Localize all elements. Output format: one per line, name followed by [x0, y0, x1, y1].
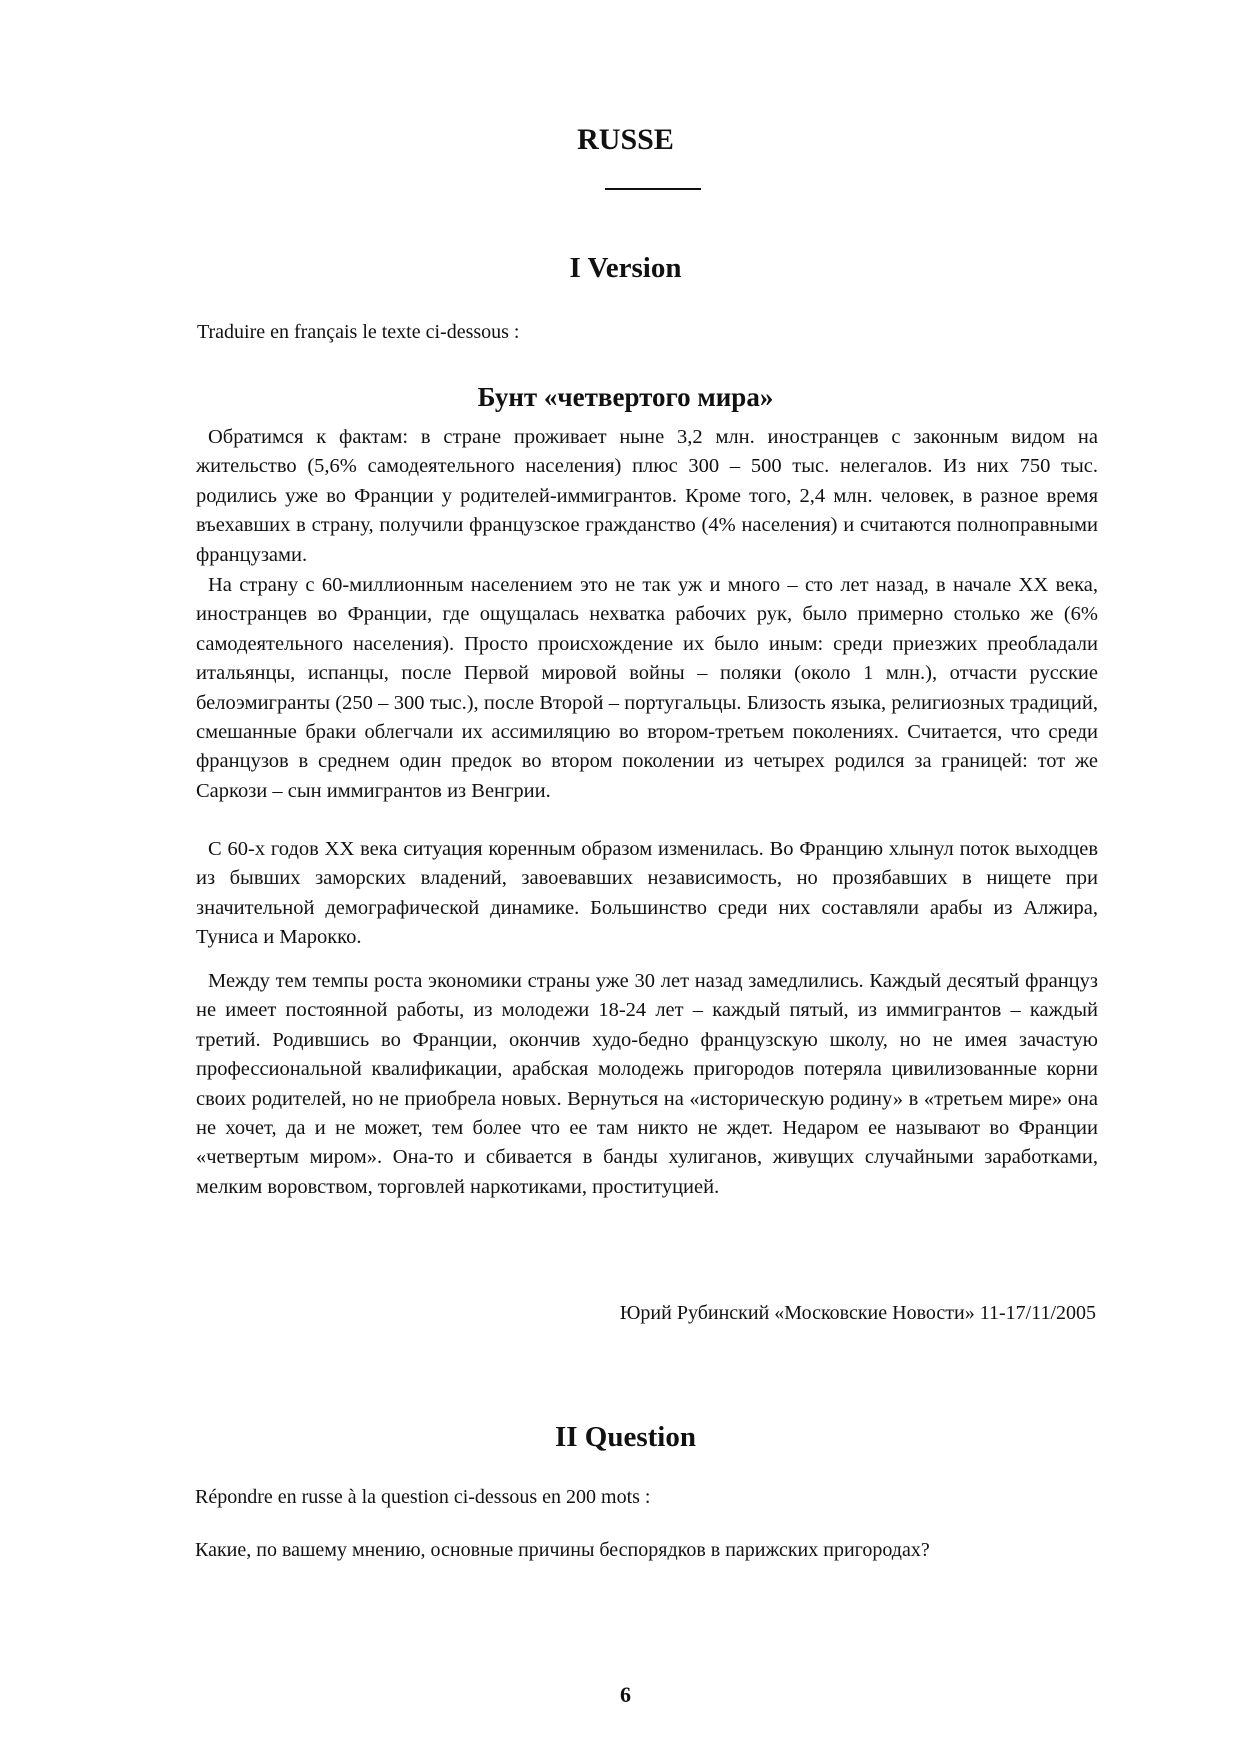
text-paragraph-1: Обратимся к фактам: в стране проживает ныне 3,2 млн. иностранцев с законным видом на жительство (5,6% самодеятельного населения) плюс 300 – 500 тыс. нелегалов. Из них 750 тыс. родились уже во Франции у родителей-иммигрантов. Кроме того, 2,4 млн. человек, в разное время въехавших в страну, получили французское гражданство (4% населения) и считаются полноправными французами. [196, 426, 1098, 566]
version-section-heading: I Version [569, 252, 682, 284]
title-underline-divider [605, 188, 701, 190]
text-title: Бунт «четвертого мира» [477, 382, 774, 412]
text-paragraph-4: Между тем темпы роста экономики страны уже 30 лет назад замедлились. Каждый десятый француз не имеет постоянной работы, из молодежи 18-24 лет – каждый пятый, из иммигрантов – каждый третий. Родившись во Франции, окончив худо-бедно французскую школу, но не имея зачастую профессиональной квалификации, арабская молодежь пригородов потеряла цивилизованные корни своих родителей, но не приобрела новых. Вернуться на «историческую родину» в «третьем мире» она не хочет, да и не может, тем более что ее там никто не ждет. Недаром ее называют во Франции «четвертым миром». Она-то и сбивается в банды хулиганов, живущих случайными заработками, мелким воровством, торговлей наркотиками, проституцией. [196, 970, 1098, 1198]
version-instruction: Traduire en français le texte ci-dessous : [197, 321, 520, 343]
text-paragraph-3: С 60-х годов XX века ситуация коренным образом изменилась. Во Францию хлынул поток выходцев из бывших заморских владений, завоевавших независимость, но прозябавших в нищете при значительной демографической динамике. Большинство среди них составляли арабы из Алжира, Туниса и Марокко. [196, 838, 1098, 949]
question-text: Какие, по вашему мнению, основные причины беспорядков в парижских пригородах? [195, 1539, 930, 1561]
question-section-heading: II Question [554, 1421, 696, 1453]
question-instruction: Répondre en russe à la question ci-dessous en 200 mots : [195, 1486, 651, 1508]
subject-title: RUSSE [577, 123, 674, 156]
text-paragraph-2: На страну с 60-миллионным населением это не так уж и много – сто лет назад, в начале XX века, иностранцев во Франции, где ощущалась нехватка рабочих рук, было примерно столько же (6% самодеятельного населения). Просто происхождение их было иным: среди приезжих преобладали итальянцы, испанцы, после Первой мировой войны – поляки (около 1 млн.), отчасти русские белоэмигранты (250 – 300 тыс.), после Второй – португальцы. Близость языка, религиозных традиций, смешанные браки облегчали их ассимиляцию во втором-третьем поколениях. Считается, что среди французов в среднем один предок во втором поколении из четырех родился за границей: тот же Саркози – сын иммигрантов из Венгрии. [196, 574, 1098, 802]
source-attribution: Юрий Рубинский «Московские Новости» 11-17/11/2005 [619, 1302, 1096, 1324]
page-number: 6 [620, 1682, 631, 1707]
